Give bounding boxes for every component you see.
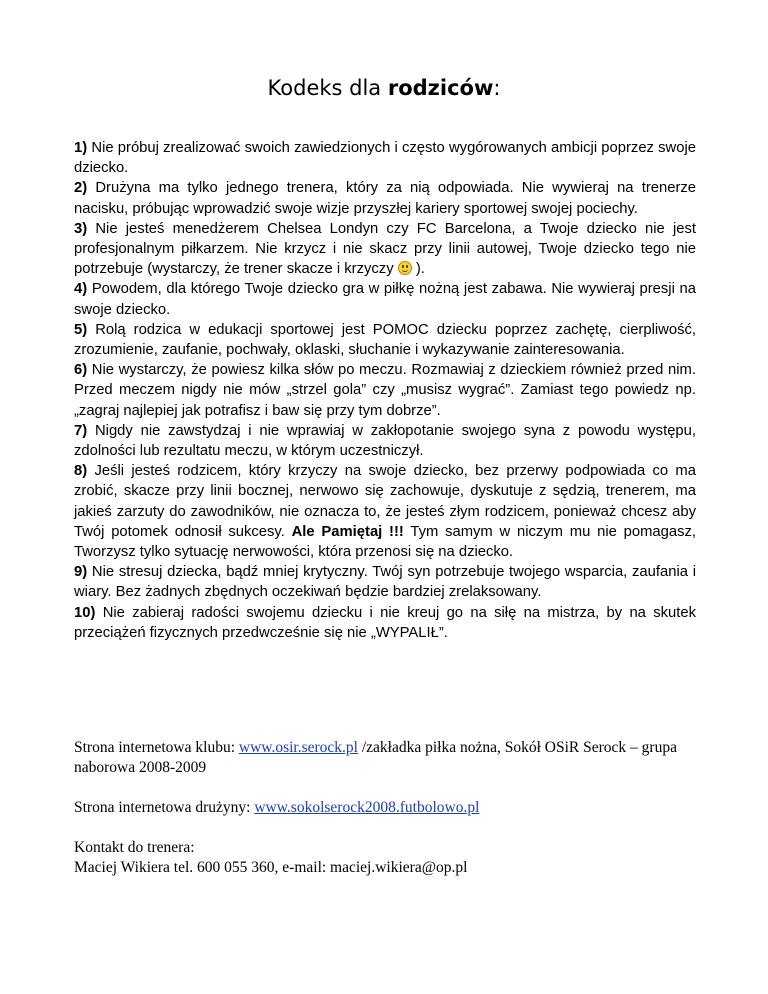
rule-number: 5) — [74, 321, 88, 338]
rule-text: Jeśli jesteś rodzicem, który krzyczy na swoje dziecko, bez przerwy podpowiada co ma zrobić, skacze przy linii bocznej, nerwowo się zachowuje, dyskutuje z sędzią, trenerem, ma jakieś zarzuty do zawodników, nie oznacza to, że jesteś złym rodzicem, ponieważ chcesz aby Twój potomek odnosił sukcesy. — [74, 463, 696, 540]
team-site-block — [74, 798, 694, 818]
contact-label: Kontakt do trenera: — [74, 839, 195, 856]
rule-text-after: ). — [415, 261, 425, 278]
team-site-link[interactable]: www.sokolserock2008.futbolowo.pl — [254, 799, 480, 816]
contact-block — [74, 838, 694, 878]
club-site-line — [74, 738, 694, 778]
rule-10 — [74, 603, 696, 643]
club-site-after: /zakładka piłka nożna, Sokół OSiR Serock – grupa naborowa 2008-2009 — [74, 739, 677, 776]
rule-text: Nie jesteś menedżerem Chelsea Londyn czy FC Barcelona, a Twoje dziecko nie jest profesjonalnym piłkarzem. Nie krzycz i nie skacz przy linii autowej, Twoje dziecko tego nie potrzebuje (wystarczy, że trener skacze i krzyczy — [74, 220, 696, 278]
smiley-icon — [398, 261, 412, 275]
contact-footer — [74, 738, 694, 898]
rule-number: 1) — [74, 140, 88, 156]
rule-7 — [74, 421, 696, 461]
team-site-label: Strona internetowa drużyny: — [74, 799, 251, 816]
club-site-link[interactable]: www.osir.serock.pl — [238, 739, 358, 756]
rule-8 — [74, 461, 696, 562]
rule-number: 3) — [74, 220, 88, 237]
rule-4 — [74, 279, 696, 319]
rule-text: Nie zabieraj radości swojemu dziecku i nie kreuj go na siłę na mistrza, by na skutek przeciążeń fizycznych przedwcześnie się nie „WYPALIŁ”. — [74, 604, 696, 641]
rule-text: Nie stresuj dziecka, bądź mniej krytyczny. Twój syn potrzebuje twojego wsparcia, zaufania i wiary. Bez żadnych zbędnych oczekiwań będzie bardziej zrelaksowany. — [74, 564, 696, 601]
rule-number: 2) — [74, 180, 88, 197]
rule-bold-emphasis: Ale Pamiętaj !!! — [291, 523, 404, 540]
rule-text: Rolą rodzica w edukacji sportowej jest POMOC dziecku poprzez zachętę, cierpliwość, zrozumienie, zaufanie, pochwały, oklaski, słuchanie i wykazywanie zainteresowania. — [74, 321, 696, 359]
rule-text-after: Tym samym w niczym mu nie pomagasz, Tworzysz tylko sytuację nerwowości, która przenosi się na dziecko. — [74, 523, 697, 561]
rule-number: 10) — [74, 604, 96, 621]
rule-2 — [74, 178, 696, 218]
rules-list — [74, 138, 696, 643]
club-site-label: Strona internetowa klubu: — [74, 739, 235, 756]
rule-9 — [74, 562, 696, 602]
rule-number: 6) — [74, 362, 88, 379]
team-site-line — [74, 798, 694, 818]
rule-number: 8) — [74, 463, 88, 480]
title-bold: rodziców — [387, 76, 494, 100]
rule-number: 7) — [74, 422, 88, 439]
title-suffix: : — [493, 76, 501, 100]
rule-5 — [74, 320, 696, 360]
rule-number: 9) — [74, 564, 88, 581]
rule-text: Powodem, dla którego Twoje dziecko gra w piłkę nożną jest zabawa. Nie wywieraj presji na swoje dziecko. — [74, 281, 696, 318]
rule-number: 4) — [74, 281, 88, 298]
club-site-block — [74, 738, 694, 778]
rule-text: Nie próbuj zrealizować swoich zawiedzionych i często wygórowanych ambicji poprzez swoje dziecko. — [74, 140, 696, 177]
title-prefix: Kodeks dla — [267, 76, 388, 100]
rule-1 — [74, 138, 696, 178]
rule-text: Nie wystarczy, że powiesz kilka słów po meczu. Rozmawiaj z dzieckiem również przed nim. Przed meczem nigdy nie mów „strzel gola” czy „musisz wygrać”. Zamiast tego powiedz np. „zagraj najlepiej jak potrafisz i baw się przy tym dobrze”. — [74, 362, 696, 419]
rule-6 — [74, 360, 696, 421]
contact-line: Maciej Wikiera tel. 600 055 360, e-mail: maciej.wikiera@op.pl — [74, 859, 468, 876]
rule-text: Drużyna ma tylko jednego trenera, który za nią odpowiada. Nie wywieraj na trenerze nacisku, próbując wprowadzić swoje wizje przyszłej kariery sportowej swojej pociechy. — [74, 180, 696, 217]
rule-text: Nigdy nie zawstydzaj i nie wprawiaj w zakłopotanie swojego syna z powodu występu, zdolności lub rezultatu meczu, w którym uczestniczył. — [74, 422, 696, 460]
page-title — [0, 74, 768, 102]
rule-3 — [74, 219, 696, 280]
